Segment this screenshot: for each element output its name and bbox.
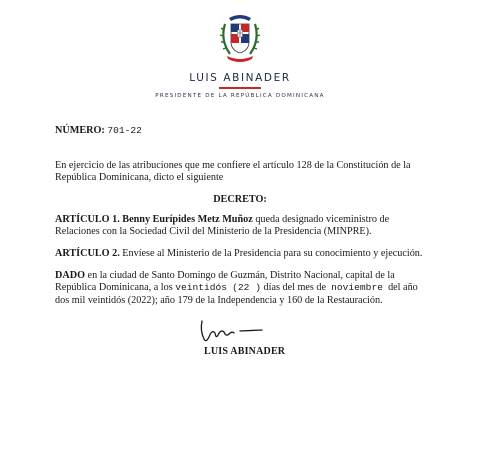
appointee-name: Benny Eurípides Metz Muñoz — [122, 214, 253, 225]
day-words: veintidós — [175, 282, 228, 294]
dado-text-1: en la ciudad de Santo Domingo de Guzmán, Distrito Nacional, capital de la República Dominicana, a los — [55, 270, 395, 294]
article-1-text: queda designado viceministro de Relaciones con la Sociedad Civil del Ministerio de la Presidencia (MINPRE). — [55, 214, 390, 238]
article-2 — [55, 248, 429, 260]
decree-number-value: 701-22 — [107, 125, 142, 136]
article-2-label: ARTÍCULO 2. — [55, 248, 120, 259]
intro-paragraph: En ejercicio de las atribuciones que me confiere el artículo 128 de la Constitución de la República Dominicana, dicto el siguiente — [55, 160, 411, 184]
decree-heading: DECRETO: — [213, 194, 267, 205]
dado-paragraph — [55, 270, 429, 307]
article-1 — [55, 214, 429, 239]
coat-of-arms-icon — [217, 12, 263, 64]
decree-number-label: NÚMERO: — [55, 125, 105, 136]
article-2-text: Envíese al Ministerio de la Presidencia para su conocimiento y ejecución. — [122, 248, 423, 259]
signature — [196, 317, 268, 345]
president-name: LUIS ABINADER — [189, 72, 291, 84]
article-1-label: ARTÍCULO 1. — [55, 214, 120, 225]
president-title: PRESIDENTE DE LA REPÚBLICA DOMINICANA — [155, 93, 325, 99]
dado-label: DADO — [55, 270, 85, 281]
dado-text-2: días del mes de — [263, 282, 327, 294]
signer-name: LUIS ABINADER — [204, 346, 286, 357]
header-divider — [219, 87, 261, 89]
dado-text-3: del año dos mil veintidós (2022); año 179 de la Independencia y 160 de la Restauración. — [55, 282, 418, 306]
decree-number — [55, 125, 142, 137]
month: noviembre — [331, 282, 383, 294]
day-number: (22 ) — [232, 282, 261, 294]
